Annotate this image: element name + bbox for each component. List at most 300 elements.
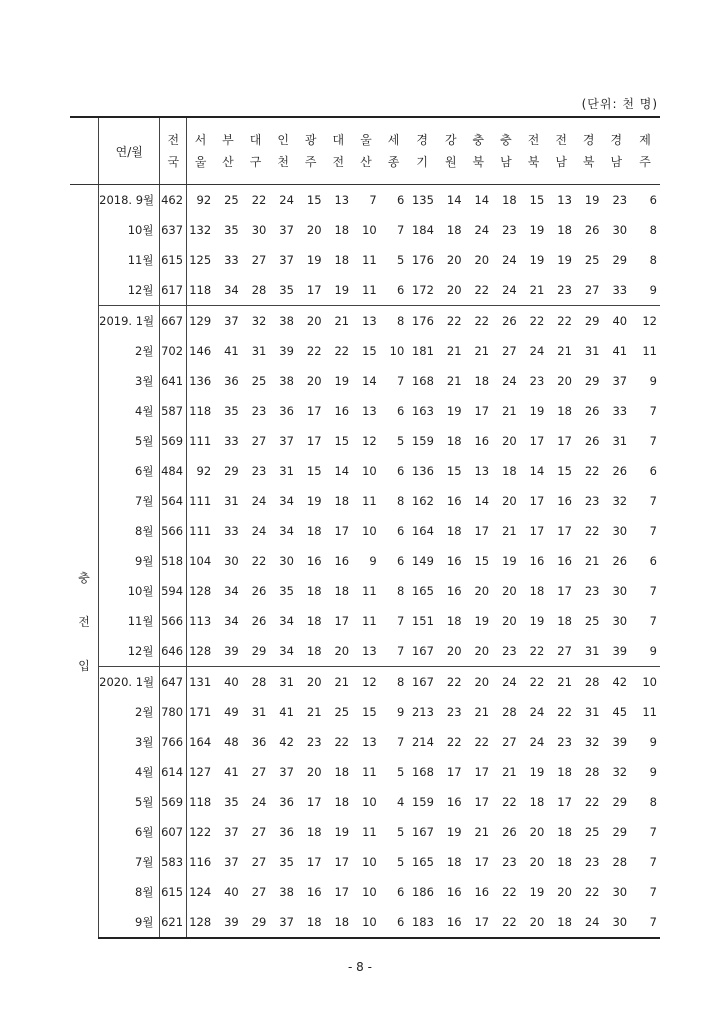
- table-row: [70, 636, 660, 667]
- value-cell: 39: [214, 907, 242, 938]
- value-cell: 8: [649, 223, 657, 237]
- value-cell: 19: [529, 885, 545, 899]
- value-cell: 19: [334, 374, 350, 388]
- value-cell: 646: [160, 636, 187, 667]
- value-cell: 45: [612, 705, 628, 719]
- value-cell: 16: [557, 494, 572, 508]
- value-cell: 27: [251, 434, 267, 448]
- value-cell: 20: [446, 644, 462, 658]
- value-cell: 20: [502, 614, 517, 628]
- value-cell: 21: [502, 765, 517, 779]
- value-cell: 17: [334, 614, 350, 628]
- value-cell: 39: [279, 344, 294, 358]
- value-cell: 10: [362, 885, 377, 899]
- value-cell: 5: [396, 825, 405, 839]
- value-cell: 17: [306, 434, 322, 448]
- value-cell: 34: [279, 644, 294, 658]
- value-cell: 25: [334, 705, 350, 719]
- value-cell: 136: [189, 374, 212, 388]
- value-cell: 18: [306, 584, 322, 598]
- value-cell: 36: [279, 404, 294, 418]
- value-cell: 23: [557, 283, 572, 297]
- header-region: [630, 117, 660, 185]
- value-cell: 31: [251, 705, 267, 719]
- value-cell: 19: [334, 825, 350, 839]
- value-cell: 7: [649, 825, 657, 839]
- value-cell: 21: [584, 554, 600, 568]
- value-cell: 641: [160, 366, 187, 396]
- header-region: [603, 117, 631, 185]
- header-region-char: 종: [387, 155, 400, 169]
- value-cell: 39: [612, 735, 628, 749]
- value-cell: 16: [446, 494, 462, 508]
- header-region-char: 서: [194, 133, 207, 147]
- value-cell: 7: [649, 404, 657, 418]
- value-cell: 38: [279, 374, 294, 388]
- row-period-label: 12월: [99, 636, 160, 667]
- value-cell: 22: [584, 464, 600, 478]
- value-cell: 20: [529, 855, 545, 869]
- value-cell: 167: [411, 825, 434, 839]
- value-cell: 637: [160, 215, 187, 245]
- value-cell: 20: [557, 374, 572, 388]
- value-cell: 22: [437, 306, 465, 337]
- value-cell: 17: [306, 404, 322, 418]
- value-cell: 15: [362, 705, 377, 719]
- value-cell: 116: [189, 855, 212, 869]
- value-cell: 16: [557, 554, 572, 568]
- table-row: [70, 456, 660, 486]
- value-cell: 31: [584, 344, 600, 358]
- row-period-label: 2월: [99, 697, 160, 727]
- value-cell: 22: [251, 193, 267, 207]
- value-cell: 28: [612, 855, 628, 869]
- value-cell: 518: [160, 546, 187, 576]
- value-cell: 5: [396, 253, 405, 267]
- value-cell: 19: [557, 253, 572, 267]
- value-cell: 11: [642, 705, 657, 719]
- value-cell: 111: [189, 434, 212, 448]
- value-cell: 13: [362, 404, 377, 418]
- side-label: [70, 185, 99, 939]
- table-body: [70, 185, 660, 939]
- value-cell: 27: [251, 885, 267, 899]
- value-cell: 18: [446, 434, 462, 448]
- row-period-label: 8월: [99, 877, 160, 907]
- value-cell: 18: [557, 825, 572, 839]
- header-region-char: 제: [639, 133, 651, 147]
- row-period-label: 2월: [99, 336, 160, 366]
- value-cell: 8: [380, 667, 408, 698]
- value-cell: 29: [612, 825, 628, 839]
- table-row: [70, 606, 660, 636]
- value-cell: 151: [411, 614, 434, 628]
- value-cell: 31: [584, 644, 600, 658]
- value-cell: 23: [251, 404, 267, 418]
- side-label-char: 입: [78, 658, 90, 673]
- value-cell: 16: [446, 885, 462, 899]
- value-cell: 176: [411, 253, 434, 267]
- value-cell: 20: [306, 223, 322, 237]
- value-cell: 29: [584, 374, 600, 388]
- value-cell: 21: [325, 667, 353, 698]
- value-cell: 30: [612, 584, 628, 598]
- value-cell: 15: [362, 344, 377, 358]
- value-cell: 4: [396, 795, 405, 809]
- value-cell: 18: [446, 614, 462, 628]
- value-cell: 22: [251, 554, 267, 568]
- row-period-label: 7월: [99, 847, 160, 877]
- value-cell: 647: [160, 667, 187, 698]
- row-period-label: 5월: [99, 787, 160, 817]
- value-cell: 38: [279, 885, 294, 899]
- value-cell: 35: [279, 584, 294, 598]
- value-cell: 11: [362, 825, 377, 839]
- value-cell: 132: [189, 223, 212, 237]
- value-cell: 7: [649, 584, 657, 598]
- value-cell: 14: [362, 374, 377, 388]
- value-cell: 7: [396, 644, 405, 658]
- value-cell: 11: [642, 344, 657, 358]
- value-cell: 17: [529, 434, 545, 448]
- value-cell: 48: [224, 735, 239, 749]
- value-cell: 22: [334, 344, 350, 358]
- header-region-char: 대: [332, 133, 345, 147]
- value-cell: 159: [411, 795, 434, 809]
- header-region-char: 울: [360, 133, 372, 147]
- value-cell: 8: [396, 494, 405, 508]
- value-cell: 168: [411, 374, 434, 388]
- value-cell: 22: [446, 735, 462, 749]
- value-cell: 14: [474, 193, 490, 207]
- header-blank-cell: [70, 117, 99, 185]
- header-region: [465, 117, 493, 185]
- value-cell: 18: [502, 464, 517, 478]
- table-row: [70, 306, 660, 337]
- value-cell: 13: [474, 464, 490, 478]
- header-period: 연/월: [99, 117, 160, 185]
- row-period-label: 3월: [99, 366, 160, 396]
- value-cell: 9: [649, 374, 657, 388]
- value-cell: 16: [446, 554, 462, 568]
- value-cell: 33: [224, 253, 239, 267]
- header-region-char: 전: [167, 133, 180, 147]
- value-cell: 8: [380, 306, 408, 337]
- value-cell: 34: [279, 614, 294, 628]
- value-cell: 566: [160, 606, 187, 636]
- value-cell: 29: [575, 306, 603, 337]
- table-row: [70, 667, 660, 698]
- value-cell: 16: [437, 907, 465, 938]
- value-cell: 30: [612, 223, 628, 237]
- value-cell: 14: [529, 464, 545, 478]
- table-row: [70, 486, 660, 516]
- value-cell: 164: [189, 735, 212, 749]
- value-cell: 24: [502, 283, 517, 297]
- value-cell: 8: [649, 795, 657, 809]
- header-region: [520, 117, 548, 185]
- value-cell: 18: [334, 584, 350, 598]
- value-cell: 569: [160, 426, 187, 456]
- value-cell: 27: [251, 765, 267, 779]
- value-cell: 18: [306, 524, 322, 538]
- header-region: [269, 117, 297, 185]
- value-cell: 19: [474, 614, 490, 628]
- header-region: [352, 117, 380, 185]
- value-cell: 7: [649, 494, 657, 508]
- value-cell: 5: [396, 765, 405, 779]
- value-cell: 18: [325, 907, 353, 938]
- value-cell: 7: [649, 855, 657, 869]
- value-cell: 24: [251, 795, 267, 809]
- value-cell: 10: [352, 907, 380, 938]
- value-cell: 149: [411, 554, 434, 568]
- value-cell: 16: [474, 885, 490, 899]
- value-cell: 18: [446, 855, 462, 869]
- value-cell: 171: [189, 705, 212, 719]
- row-period-label: 9월: [99, 907, 160, 938]
- value-cell: 31: [269, 667, 297, 698]
- header-region-char: 전: [527, 133, 540, 147]
- value-cell: 214: [411, 735, 434, 749]
- value-cell: 24: [575, 907, 603, 938]
- row-period-label: 6월: [99, 817, 160, 847]
- value-cell: 31: [224, 494, 239, 508]
- value-cell: 11: [362, 584, 377, 598]
- value-cell: 37: [279, 434, 294, 448]
- header-region: [214, 117, 242, 185]
- value-cell: 20: [502, 584, 517, 598]
- value-cell: 13: [362, 644, 377, 658]
- header-region-char: 강: [444, 133, 457, 147]
- value-cell: 17: [557, 434, 572, 448]
- unit-label: (단위: 천 명): [581, 97, 658, 111]
- value-cell: 11: [362, 765, 377, 779]
- value-cell: 35: [224, 795, 239, 809]
- value-cell: 27: [584, 283, 600, 297]
- value-cell: 168: [411, 765, 434, 779]
- header-region-char: 전: [555, 133, 567, 147]
- value-cell: 6: [396, 283, 405, 297]
- row-period-label: 5월: [99, 426, 160, 456]
- value-cell: 8: [649, 253, 657, 267]
- value-cell: 22: [437, 667, 465, 698]
- value-cell: 16: [446, 795, 462, 809]
- value-cell: 32: [584, 735, 600, 749]
- value-cell: 12: [362, 434, 377, 448]
- header-region: [407, 117, 437, 185]
- value-cell: 27: [251, 855, 267, 869]
- value-cell: 594: [160, 576, 187, 606]
- value-cell: 34: [224, 283, 239, 297]
- value-cell: 15: [446, 464, 462, 478]
- value-cell: 129: [187, 306, 215, 337]
- value-cell: 39: [224, 644, 239, 658]
- value-cell: 24: [529, 344, 545, 358]
- value-cell: 6: [396, 404, 405, 418]
- header-region-char: 인: [277, 133, 289, 147]
- value-cell: 21: [474, 344, 490, 358]
- value-cell: 18: [529, 795, 545, 809]
- value-cell: 104: [189, 554, 212, 568]
- header-region: [242, 117, 270, 185]
- value-cell: 135: [411, 193, 434, 207]
- value-cell: 18: [446, 524, 462, 538]
- value-cell: 615: [160, 877, 187, 907]
- value-cell: 10: [362, 223, 377, 237]
- value-cell: 17: [557, 524, 572, 538]
- row-period-label: 11월: [99, 606, 160, 636]
- value-cell: 20: [446, 283, 462, 297]
- value-cell: 25: [584, 253, 600, 267]
- value-cell: 19: [306, 494, 322, 508]
- value-cell: 18: [297, 907, 325, 938]
- value-cell: 24: [529, 705, 545, 719]
- value-cell: 13: [334, 193, 350, 207]
- value-cell: 21: [529, 283, 545, 297]
- value-cell: 20: [502, 494, 517, 508]
- value-cell: 42: [279, 735, 294, 749]
- value-cell: 29: [251, 644, 267, 658]
- value-cell: 16: [474, 434, 490, 448]
- value-cell: 34: [279, 524, 294, 538]
- value-cell: 15: [334, 434, 350, 448]
- row-period-label: 12월: [99, 275, 160, 306]
- value-cell: 128: [189, 584, 212, 598]
- value-cell: 29: [612, 795, 628, 809]
- value-cell: 36: [279, 795, 294, 809]
- value-cell: 26: [612, 554, 628, 568]
- value-cell: 564: [160, 486, 187, 516]
- header-region-char: 세: [387, 133, 400, 147]
- value-cell: 10: [362, 464, 377, 478]
- table-row: [70, 396, 660, 426]
- value-cell: 37: [612, 374, 628, 388]
- value-cell: 25: [224, 193, 239, 207]
- value-cell: 21: [502, 524, 517, 538]
- value-cell: 40: [214, 667, 242, 698]
- value-cell: 18: [547, 907, 575, 938]
- value-cell: 22: [492, 907, 520, 938]
- value-cell: 30: [279, 554, 294, 568]
- value-cell: 29: [224, 464, 239, 478]
- value-cell: 37: [224, 825, 239, 839]
- value-cell: 30: [603, 907, 631, 938]
- value-cell: 18: [334, 795, 350, 809]
- value-cell: 7: [396, 374, 405, 388]
- value-cell: 21: [446, 344, 462, 358]
- value-cell: 19: [446, 404, 462, 418]
- value-cell: 42: [603, 667, 631, 698]
- header-region-char: 울: [194, 155, 207, 169]
- value-cell: 5: [396, 855, 405, 869]
- value-cell: 7: [396, 614, 405, 628]
- value-cell: 22: [557, 705, 572, 719]
- value-cell: 37: [214, 306, 242, 337]
- value-cell: 92: [196, 464, 212, 478]
- value-cell: 23: [584, 855, 600, 869]
- side-label-char: 충: [78, 570, 90, 585]
- value-cell: 32: [612, 494, 628, 508]
- value-cell: 15: [474, 554, 490, 568]
- value-cell: 35: [224, 404, 239, 418]
- value-cell: 20: [474, 253, 490, 267]
- value-cell: 10: [362, 524, 377, 538]
- value-cell: 25: [584, 825, 600, 839]
- value-cell: 167: [411, 644, 434, 658]
- value-cell: 31: [612, 434, 628, 448]
- value-cell: 7: [649, 614, 657, 628]
- value-cell: 462: [160, 185, 187, 216]
- value-cell: 614: [160, 757, 187, 787]
- value-cell: 20: [520, 907, 548, 938]
- value-cell: 29: [612, 253, 628, 267]
- value-cell: 34: [279, 494, 294, 508]
- value-cell: 22: [584, 795, 600, 809]
- value-cell: 11: [362, 614, 377, 628]
- value-cell: 41: [612, 344, 628, 358]
- value-cell: 19: [446, 825, 462, 839]
- table-row: [70, 697, 660, 727]
- value-cell: 7: [649, 434, 657, 448]
- value-cell: 18: [529, 584, 545, 598]
- value-cell: 20: [465, 667, 493, 698]
- value-cell: 19: [529, 614, 545, 628]
- header-region: [437, 117, 465, 185]
- value-cell: 18: [334, 494, 350, 508]
- header-region-char: 국: [167, 155, 180, 169]
- value-cell: 23: [584, 584, 600, 598]
- header-region: [160, 117, 187, 185]
- table-row: [70, 336, 660, 366]
- header-region-char: 남: [500, 155, 512, 169]
- value-cell: 26: [584, 404, 600, 418]
- row-period-label: 9월: [99, 546, 160, 576]
- value-cell: 15: [306, 193, 322, 207]
- value-cell: 176: [407, 306, 437, 337]
- value-cell: 21: [325, 306, 353, 337]
- header-region-char: 기: [416, 155, 428, 169]
- value-cell: 21: [474, 705, 490, 719]
- value-cell: 22: [502, 885, 517, 899]
- value-cell: 124: [189, 885, 212, 899]
- value-cell: 34: [224, 584, 239, 598]
- value-cell: 17: [529, 494, 545, 508]
- table-header-row: [70, 117, 660, 185]
- value-cell: 15: [557, 464, 572, 478]
- value-cell: 18: [306, 825, 322, 839]
- value-cell: 9: [369, 554, 377, 568]
- value-cell: 17: [465, 907, 493, 938]
- header-region-char: 충: [500, 133, 512, 147]
- value-cell: 7: [630, 907, 660, 938]
- value-cell: 127: [189, 765, 212, 779]
- value-cell: 36: [251, 735, 267, 749]
- value-cell: 18: [557, 404, 572, 418]
- value-cell: 27: [502, 735, 517, 749]
- table-row: [70, 787, 660, 817]
- value-cell: 23: [502, 855, 517, 869]
- value-cell: 183: [407, 907, 437, 938]
- value-cell: 122: [189, 825, 212, 839]
- value-cell: 19: [334, 283, 350, 297]
- row-period-label: 7월: [99, 486, 160, 516]
- value-cell: 186: [411, 885, 434, 899]
- value-cell: 26: [251, 584, 267, 598]
- value-cell: 18: [334, 223, 350, 237]
- value-cell: 22: [502, 795, 517, 809]
- value-cell: 16: [334, 404, 350, 418]
